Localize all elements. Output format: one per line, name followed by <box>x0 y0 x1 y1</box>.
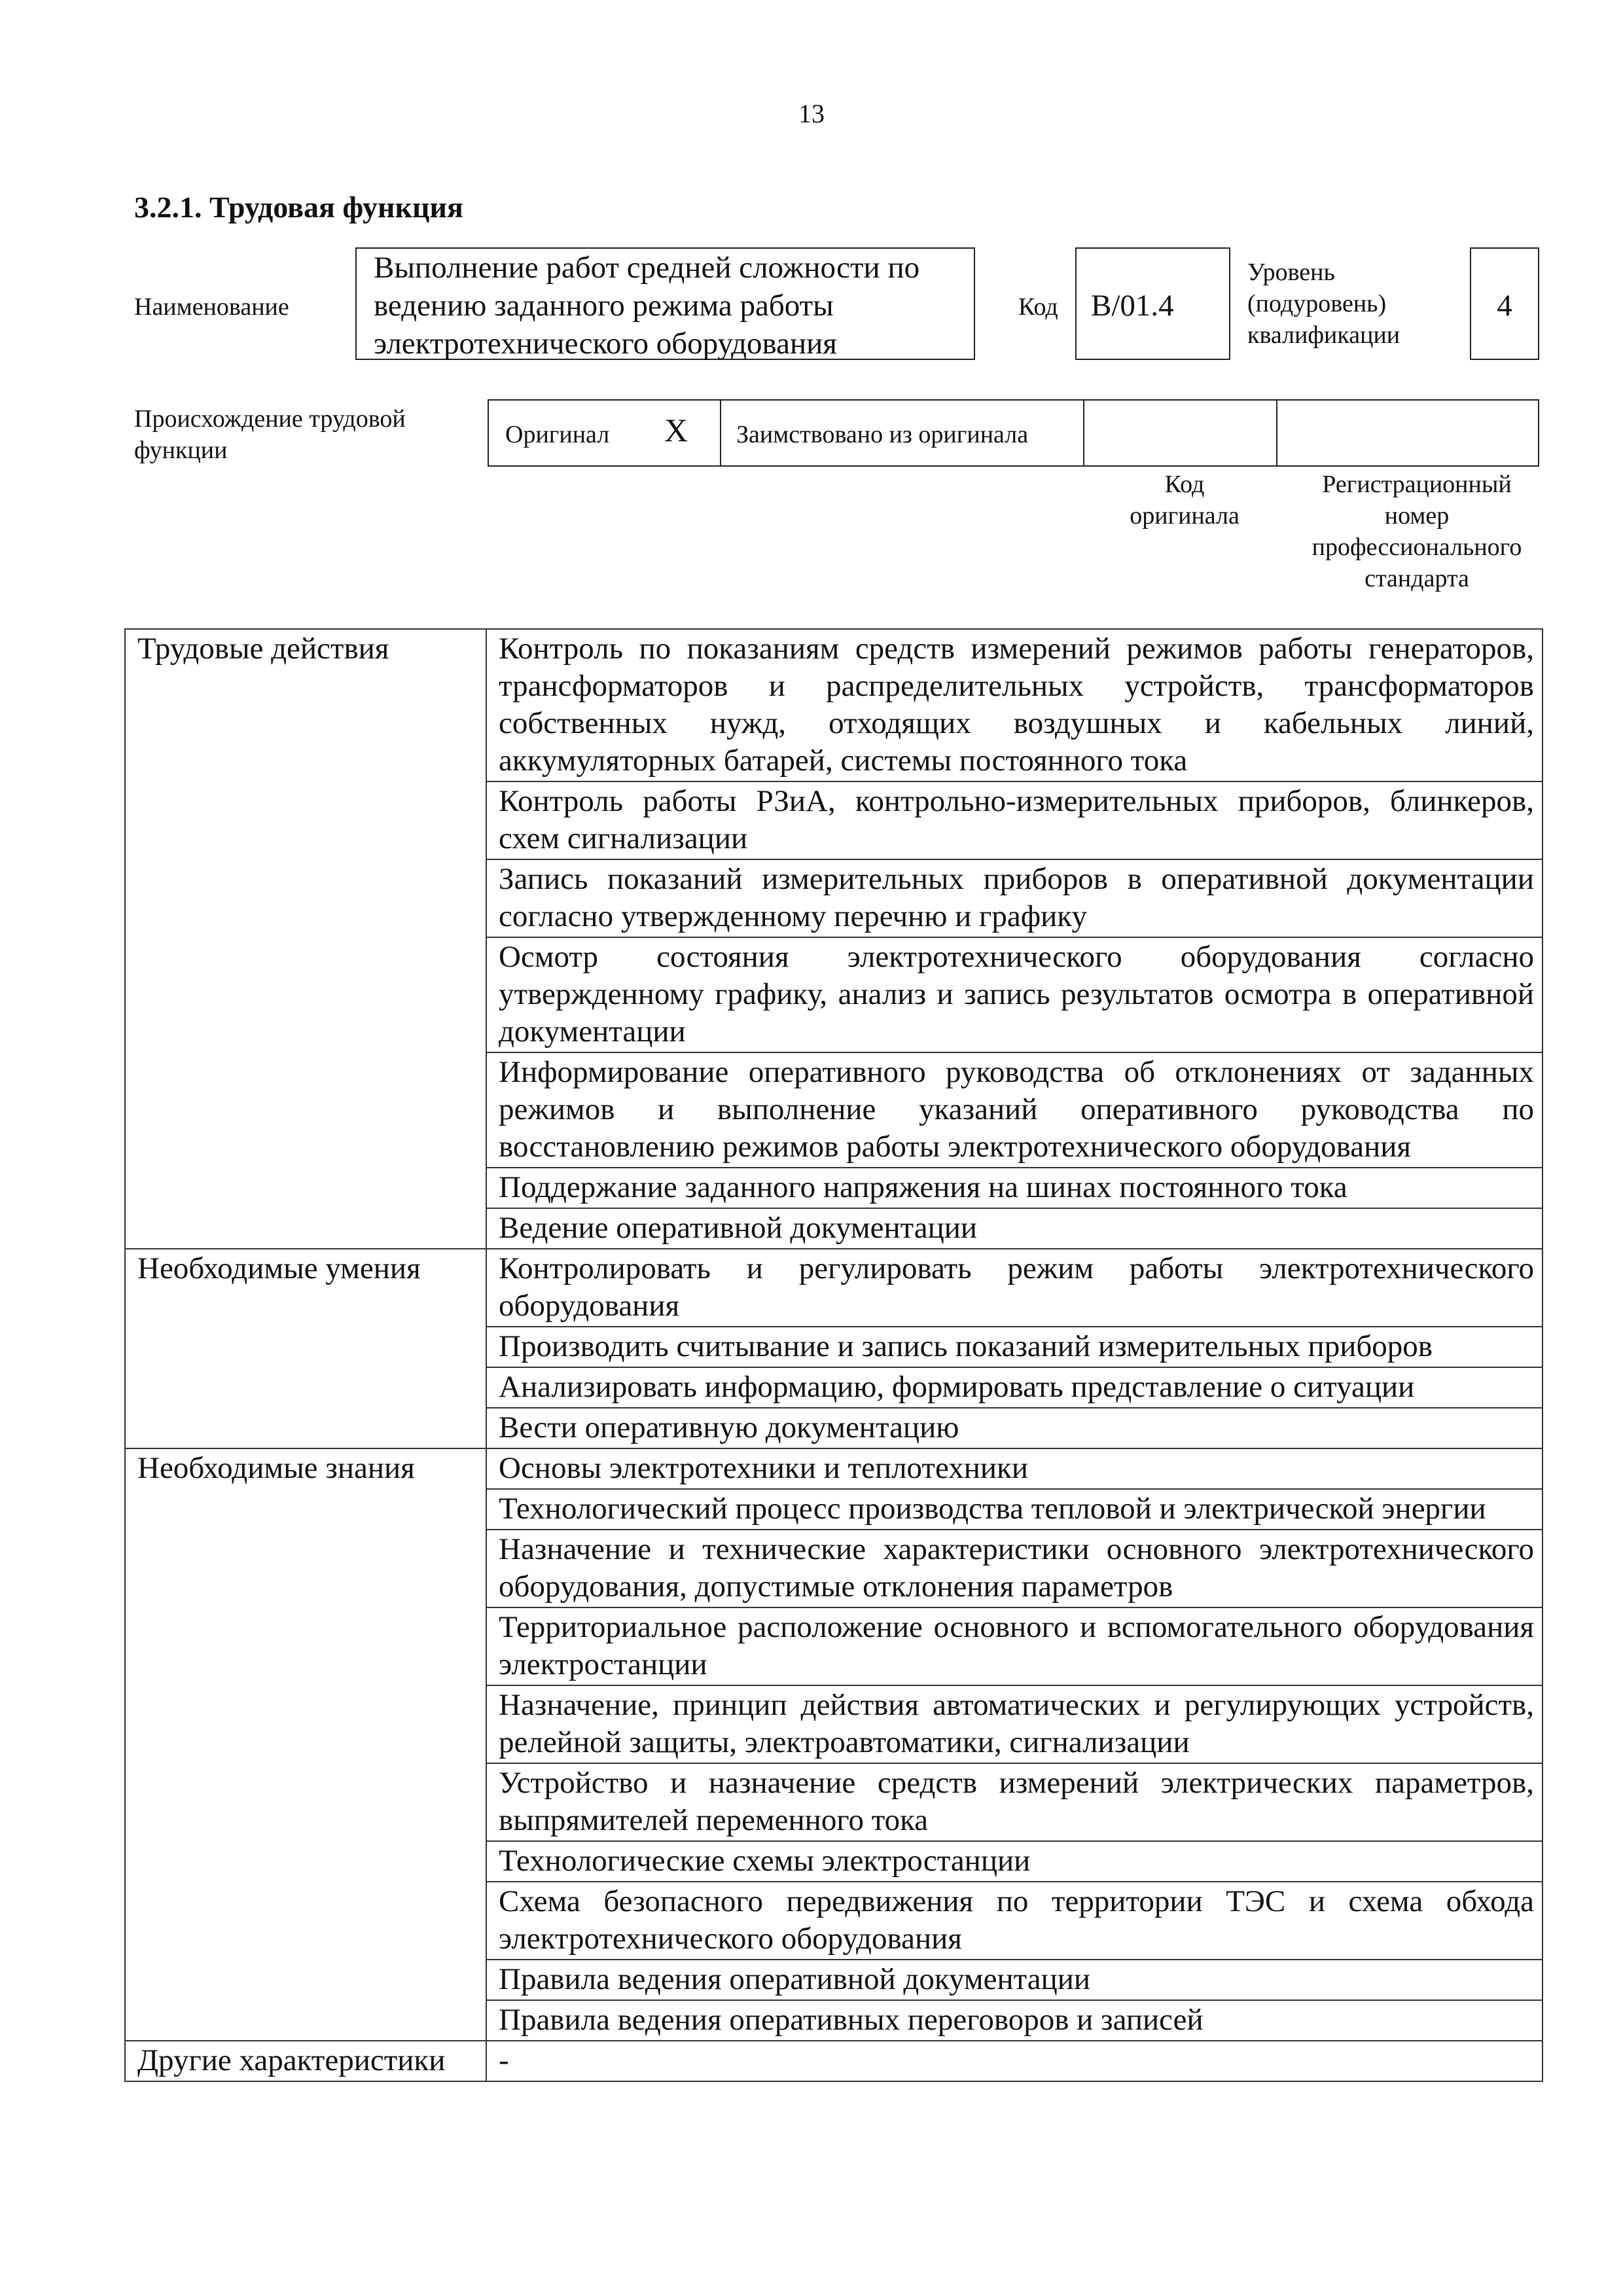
code-original-caption: Код оригинала <box>1130 471 1240 529</box>
item-cell: Контроль работы РЗиА, контрольно-измерительных приборов, блинкеров, схем сигнализации <box>486 781 1543 859</box>
function-table <box>124 628 1543 2082</box>
item-cell: Осмотр состояния электротехнического оборудования согласно утвержденному графику, анализ и запись результатов осмотра в оперативной документации <box>486 937 1543 1052</box>
name-value: Выполнение работ средней сложности по ведению заданного режима работы электротехнического оборудования <box>374 251 920 361</box>
origin-label: Происхождение трудовой функции <box>134 405 406 464</box>
section-title: 3.2.1. Трудовая функция <box>134 190 463 224</box>
item-cell: Анализировать информацию, формировать представление о ситуации <box>486 1367 1543 1408</box>
reg-number-caption: Регистрационный номер профессионального стандарта <box>1311 471 1522 592</box>
origin-divider-3 <box>1276 399 1277 467</box>
table-row <box>125 1249 1543 1327</box>
item-cell: - <box>486 2041 1543 2081</box>
category-cell: Другие характеристики <box>125 2041 486 2081</box>
function-table-body <box>125 629 1543 2081</box>
origin-divider-1 <box>720 399 721 467</box>
item-cell: Вести оперативную документацию <box>486 1408 1543 1448</box>
level-value-box <box>1470 247 1539 360</box>
name-value-box <box>355 247 975 360</box>
item-cell: Правила ведения оперативной документации <box>486 1960 1543 2000</box>
origin-divider-2 <box>1083 399 1084 467</box>
item-cell: Правила ведения оперативных переговоров и записей <box>486 2000 1543 2041</box>
item-cell: Основы электротехники и теплотехники <box>486 1448 1543 1489</box>
item-cell: Схема безопасного передвижения по территории ТЭС и схема обхода электротехнического оборудования <box>486 1882 1543 1960</box>
code-label: Код <box>1018 293 1058 321</box>
item-cell: Поддержание заданного напряжения на шинах постоянного тока <box>486 1168 1543 1208</box>
table-row <box>125 2041 1543 2081</box>
item-cell: Ведение оперативной документации <box>486 1208 1543 1249</box>
item-cell: Производить считывание и запись показаний измерительных приборов <box>486 1327 1543 1367</box>
name-label: Наименование <box>134 293 289 321</box>
item-cell: Технологический процесс производства тепловой и электрической энергии <box>486 1489 1543 1530</box>
item-cell: Территориальное расположение основного и вспомогательного оборудования электростанции <box>486 1607 1543 1685</box>
item-cell: Назначение и технические характеристики основного электротехнического оборудования, допустимые отклонения параметров <box>486 1530 1543 1607</box>
original-label: Оригинал <box>505 421 610 448</box>
code-value: B/01.4 <box>1091 289 1174 323</box>
item-cell: Запись показаний измерительных приборов в оперативной документации согласно утвержденному перечню и графику <box>486 859 1543 937</box>
table-row <box>125 1448 1543 1489</box>
page-number: 13 <box>798 99 825 128</box>
original-mark: X <box>664 412 688 448</box>
code-value-box <box>1075 247 1230 360</box>
level-label: Уровень (подуровень) квалификации <box>1247 259 1400 349</box>
item-cell: Контролировать и регулировать режим работы электротехнического оборудования <box>486 1249 1543 1327</box>
item-cell: Устройство и назначение средств измерений электрических параметров, выпрямителей переменного тока <box>486 1763 1543 1841</box>
category-cell: Необходимые знания <box>125 1448 486 2041</box>
category-cell: Необходимые умения <box>125 1249 486 1448</box>
table-row <box>125 629 1543 781</box>
category-cell: Трудовые действия <box>125 629 486 1249</box>
item-cell: Назначение, принцип действия автоматических и регулирующих устройств, релейной защиты, электроавтоматики, сигнализации <box>486 1685 1543 1763</box>
borrowed-label: Заимствовано из оригинала <box>736 421 1029 448</box>
item-cell: Технологические схемы электростанции <box>486 1841 1543 1882</box>
item-cell: Контроль по показаниям средств измерений режимов работы генераторов, трансформаторов и распределительных устройств, трансформаторов собственных нужд, отходящих воздушных и кабельных линий, аккумуляторных батарей, системы постоянного тока <box>486 629 1543 781</box>
item-cell: Информирование оперативного руководства об отклонениях от заданных режимов и выполнение указаний оперативного руководства по восстановлению режимов работы электротехнического оборудования <box>486 1052 1543 1168</box>
level-value: 4 <box>1497 289 1512 323</box>
